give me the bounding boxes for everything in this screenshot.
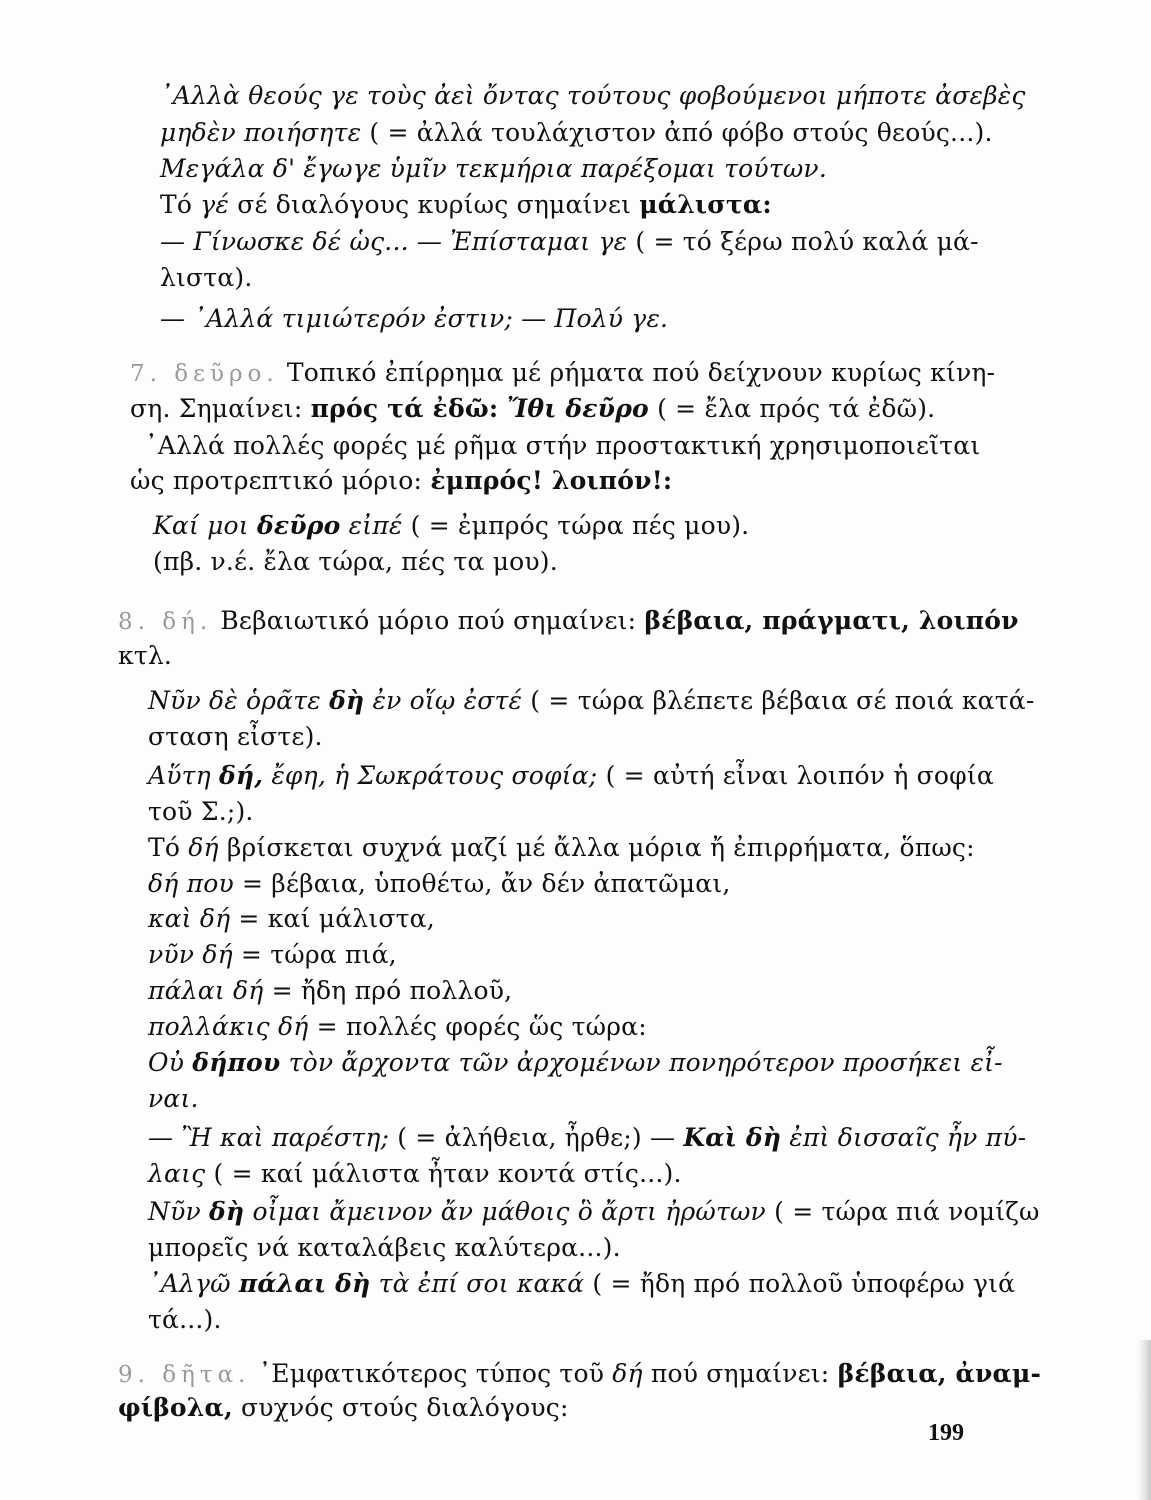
text-span: βρίσκεται συχνά μαζί μέ ἄλλα μόρια ἤ ἐπιρρήματα, ὅπως:	[218, 833, 975, 862]
greek-quote: ᾿Αλγῶ	[148, 1269, 239, 1298]
page-number: 199	[928, 1420, 964, 1446]
meaning: πρός τά ἐδῶ:	[310, 394, 499, 423]
greek-quote: δὴ	[329, 686, 365, 715]
text-line	[153, 546, 558, 578]
text-line	[148, 903, 435, 935]
translation: ( = ἐμπρός τώρα πές μου).	[402, 511, 750, 540]
translation: ( = τώρα βλέπετε βέβαια σέ ποιά κατά-	[522, 686, 1035, 715]
text-span: τοῦ Σ.;).	[148, 797, 254, 826]
greek-quote: εἰπέ	[340, 511, 403, 540]
text-line	[160, 80, 1026, 112]
translation: ( = ἔλα πρός τά ἐδῶ).	[648, 394, 936, 423]
particle: δή	[188, 833, 219, 862]
text-line	[130, 393, 935, 425]
particle: δή	[612, 1359, 643, 1388]
greek-quote: πάλαι δὴ	[238, 1269, 371, 1298]
translation: = βέβαια, ὑποθέτω, ἄν δέν ἀπατῶμαι,	[233, 869, 731, 898]
translation: = ἤδη πρό πολλοῦ,	[263, 976, 513, 1005]
text-line	[148, 685, 1035, 717]
greek-quote: — ᾿Αλλά τιμιώτερόν ἐστιν; — Πολύ γε.	[160, 304, 669, 333]
section-number: 7. δεῦρο.	[130, 361, 279, 387]
greek-quote: Καί μοι	[153, 511, 257, 540]
particle-combination: πολλάκις δή	[148, 1012, 309, 1041]
section-heading	[130, 357, 995, 390]
text-line	[148, 1158, 682, 1190]
text-span: ᾿Εμφατικότερος τύπος τοῦ	[250, 1359, 613, 1388]
text-line	[160, 117, 993, 149]
particle: γέ	[200, 190, 230, 219]
meaning: βέβαια, πράγματι, λοιπόν	[644, 606, 1019, 635]
text-line	[160, 153, 827, 185]
translation: ( = ἤδη πρό πολλοῦ ὑποφέρω γιά	[584, 1269, 1016, 1298]
text-line	[153, 510, 749, 542]
greek-quote: ναι.	[148, 1084, 199, 1113]
text-line	[148, 796, 254, 828]
section-number: 8. δή.	[118, 609, 213, 635]
text-span: ὡς προτρεπτικό μόριο:	[130, 466, 431, 495]
greek-quote: Καὶ δὴ	[683, 1123, 782, 1152]
text-span: σταση εἶστε).	[148, 722, 323, 751]
greek-quote: δεῦρο	[256, 511, 341, 540]
text-span: κτλ.	[118, 641, 173, 670]
translation: ( = αὐτή εἶναι λοιπόν ἡ σοφία	[597, 761, 994, 790]
text-span: λιστα).	[160, 263, 253, 292]
meaning: ἐμπρός! λοιπόν!:	[430, 466, 673, 495]
greek-quote: Αὕτη	[148, 761, 220, 790]
text-line	[148, 832, 975, 864]
text-line	[118, 1392, 569, 1424]
text-span: Τό	[148, 833, 189, 862]
greek-quote: τὰ ἐπί σοι κακά	[370, 1269, 585, 1298]
text-line	[160, 226, 979, 258]
text-span: Τοπικό ἐπίρρημα μέ ρήματα πού δείχνουν κυρίως κίνη-	[278, 358, 996, 387]
text-line	[148, 1232, 621, 1264]
greek-quote: δήπου	[192, 1048, 281, 1077]
greek-quote: — Ἢ καὶ παρέστη;	[148, 1123, 390, 1152]
meaning: φίβολα,	[118, 1393, 233, 1422]
section-heading	[118, 605, 1019, 638]
text-span: σέ διαλόγους κυρίως σημαίνει	[229, 190, 640, 219]
text-span: ᾿Αλλά πολλές φορές μέ ρῆμα στήν προστακτική χρησιμοποιεῖται	[145, 431, 981, 460]
greek-quote: τὸν ἄρχοντα τῶν ἀρχομένων πονηρότερον προσήκει εἶ-	[280, 1048, 1003, 1077]
greek-quote: Νῦν	[148, 1197, 210, 1226]
particle-combination: νῦν δή	[148, 940, 233, 969]
greek-quote: δή,	[219, 761, 264, 790]
text-span: Βεβαιωτικό μόριο πού σημαίνει:	[212, 606, 645, 635]
greek-quote: ᾿Αλλὰ θεούς γε τοὺς ἀεὶ ὄντας τούτους φοβούμενοι μήποτε ἀσεβὲς	[160, 81, 1026, 110]
particle-combination: πάλαι δή	[148, 976, 264, 1005]
text-line	[148, 939, 397, 971]
text-line	[148, 1304, 222, 1336]
particle-combination: καὶ δή	[148, 904, 231, 933]
text-span: μπορεῖς νά καταλάβεις καλύτερα...).	[148, 1233, 621, 1262]
text-line	[160, 189, 772, 221]
translation: = τώρα πιά,	[232, 940, 397, 969]
translation: ( = τό ξέρω πολύ καλά μά-	[627, 227, 979, 256]
text-line	[118, 640, 172, 672]
text-span: πού σημαίνει:	[642, 1359, 838, 1388]
text-line	[148, 1011, 647, 1043]
page-edge-shadow	[1137, 1340, 1151, 1500]
text-span: τά...).	[148, 1305, 222, 1334]
text-line	[145, 430, 980, 462]
meaning: βέβαια, ἀναμ-	[837, 1359, 1042, 1388]
text-span: (πβ. ν.έ. ἔλα τώρα, πές τα μου).	[153, 547, 558, 576]
section-heading	[118, 1358, 1041, 1391]
section-number: 9. δῆτα.	[118, 1362, 251, 1388]
text-line	[148, 1196, 1040, 1228]
particle-combination: δή που	[148, 869, 234, 898]
text-line	[148, 868, 730, 900]
greek-quote: Οὐ	[148, 1048, 193, 1077]
translation: ( = τώρα πιά νομίζω	[765, 1197, 1040, 1226]
text-line	[148, 1122, 1026, 1154]
greek-quote: ἐν οἵῳ ἐστέ	[364, 686, 523, 715]
greek-quote: Ἴθι δεῦρο	[498, 394, 649, 423]
translation: = καί μάλιστα,	[230, 904, 435, 933]
text-line	[148, 1083, 199, 1115]
translation: ( = ἀλλά τουλάχιστον ἀπό φόβο στούς θεούς...).	[361, 118, 993, 147]
greek-quote: Νῦν δὲ ὁρᾶτε	[148, 686, 330, 715]
greek-quote: Μεγάλα δ' ἔγωγε ὑμῖν τεκμήρια παρέξομαι τούτων.	[160, 154, 827, 183]
text-line	[148, 1268, 1015, 1300]
translation: ( = ἀλήθεια, ἦρθε;) —	[389, 1123, 684, 1152]
text-line	[130, 465, 672, 497]
text-span: Τό	[160, 190, 201, 219]
text-span: συχνός στούς διαλόγους:	[232, 1393, 569, 1422]
greek-quote: μηδὲν ποιήσητε	[160, 118, 362, 147]
greek-quote: λαις	[148, 1159, 206, 1188]
text-line	[160, 303, 668, 335]
text-line	[148, 975, 512, 1007]
text-span: ση. Σημαίνει:	[130, 394, 311, 423]
greek-quote: ἔφη, ἡ Σωκράτους σοφία;	[263, 761, 598, 790]
translation: ( = καί μάλιστα ἦταν κοντά στίς...).	[205, 1159, 682, 1188]
greek-quote: ἐπὶ δισσαῖς ἦν πύ-	[781, 1123, 1027, 1152]
text-line	[160, 262, 253, 294]
greek-quote: οἶμαι ἄμεινον ἄν μάθοις ὃ ἄρτι ἠρώτων	[244, 1197, 766, 1226]
text-line	[148, 721, 323, 753]
greek-quote: — Γίνωσκε δέ ὡς... — Ἐπίσταμαι γε	[160, 227, 628, 256]
translation: = πολλές φορές ὥς τώρα:	[308, 1012, 647, 1041]
greek-quote: δὴ	[209, 1197, 245, 1226]
text-line	[148, 1047, 1003, 1079]
text-line	[148, 760, 994, 792]
meaning: μάλιστα:	[639, 190, 772, 219]
